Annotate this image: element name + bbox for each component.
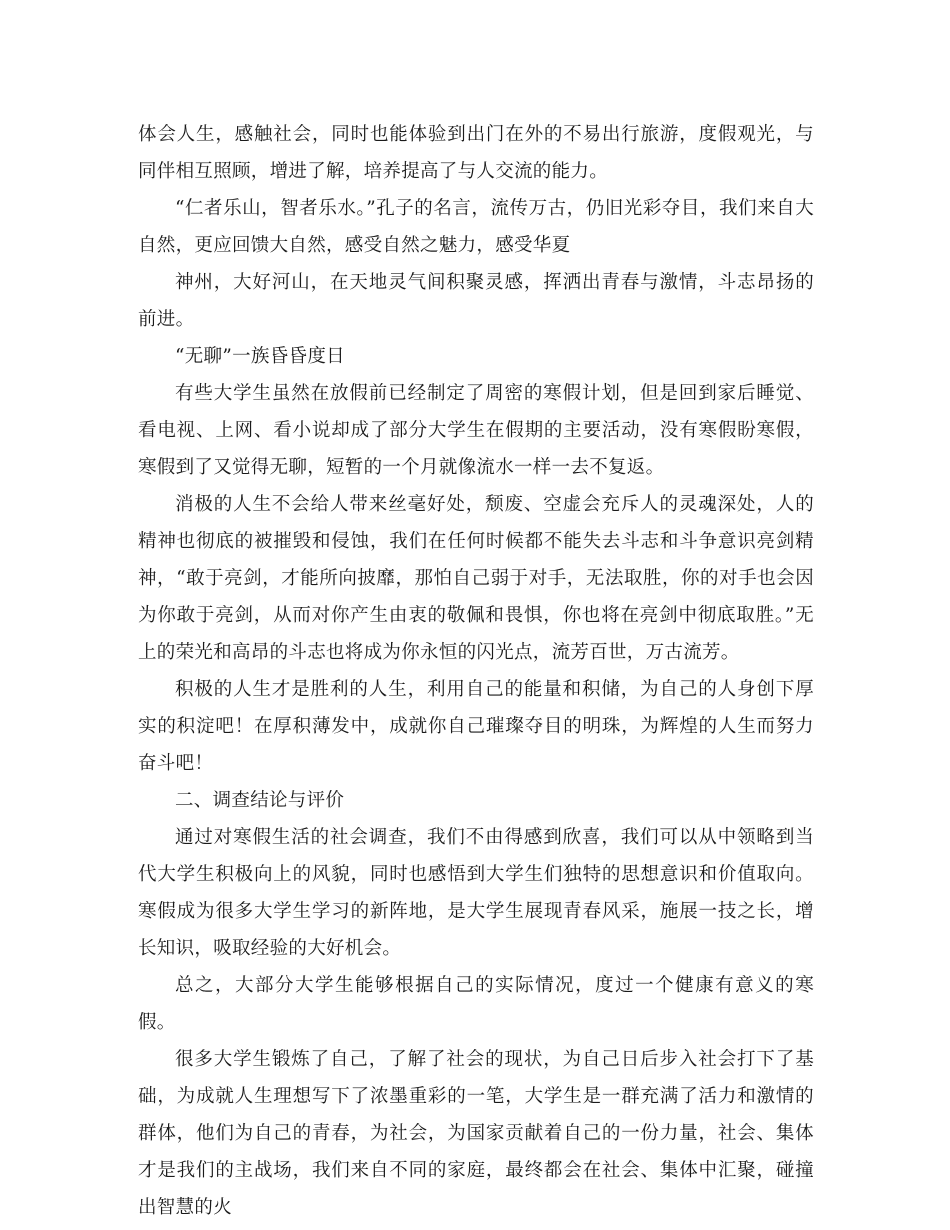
document-body	[138, 116, 814, 1226]
paragraph-10: 总之，大部分大学生能够根据自己的实际情况，度过一个健康有意义的寒假。	[138, 975, 814, 1033]
paragraph-7: 积极的人生才是胜利的人生，利用自己的能量和积储，为自己的人身创下厚实的积淀吧！在厚积薄发中，成就你自己璀璨夺目的明珠，为辉煌的人生而努力奋斗吧！	[138, 679, 814, 774]
paragraph-3: 神州，大好河山，在天地灵气间积聚灵感，挥洒出青春与激情，斗志昂扬的前进。	[138, 272, 814, 330]
paragraph-5: 有些大学生虽然在放假前已经制定了周密的寒假计划，但是回到家后睡觉、看电视、上网、看小说却成了部分大学生在假期的主要活动，没有寒假盼寒假，寒假到了又觉得无聊，短暂的一个月就像流水一样一去不复返。	[138, 383, 814, 478]
paragraph-6: 消极的人生不会给人带来丝毫好处，颓废、空虚会充斥人的灵魂深处，人的精神也彻底的被摧毁和侵蚀，我们在任何时候都不能失去斗志和斗争意识亮剑精神，“敢于亮剑，才能所向披靡，那怕自己弱于对手，无法取胜，你的对手也会因为你敢于亮剑，从而对你产生由衷的敬佩和畏惧，你也将在亮剑中彻底取胜。”无上的荣光和高昂的斗志也将成为你永恒的闪光点，流芳百世，万古流芳。	[138, 494, 814, 663]
section-heading-conclusion: 二、调查结论与评价	[175, 790, 345, 811]
section-heading-wuliao: “无聊”一族昏昏度日	[175, 346, 345, 367]
paragraph-2: “仁者乐山，智者乐水。”孔子的名言，流传万古，仍旧光彩夺目，我们来自大自然，更应回馈大自然，感受自然之魅力，感受华夏	[138, 198, 814, 256]
paragraph-11: 很多大学生锻炼了自己，了解了社会的现状，为自己日后步入社会打下了基础，为成就人生理想写下了浓墨重彩的一笔，大学生是一群充满了活力和激情的群体，他们为自己的青春，为社会，为国家贡献着自己的一份力量，社会、集体才是我们的主战场，我们来自不同的家庭，最终都会在社会、集体中汇聚，碰撞出智慧的火	[138, 1049, 814, 1218]
paragraph-9: 通过对寒假生活的社会调查，我们不由得感到欣喜，我们可以从中领略到当代大学生积极向上的风貌，同时也感悟到大学生们独特的思想意识和价值取向。寒假成为很多大学生学习的新阵地，是大学生展现青春风采，施展一技之长，增长知识，吸取经验的大好机会。	[138, 827, 814, 959]
paragraph-1: 体会人生，感触社会，同时也能体验到出门在外的不易出行旅游，度假观光，与同伴相互照顾，增进了解，培养提高了与人交流的能力。	[138, 124, 814, 182]
